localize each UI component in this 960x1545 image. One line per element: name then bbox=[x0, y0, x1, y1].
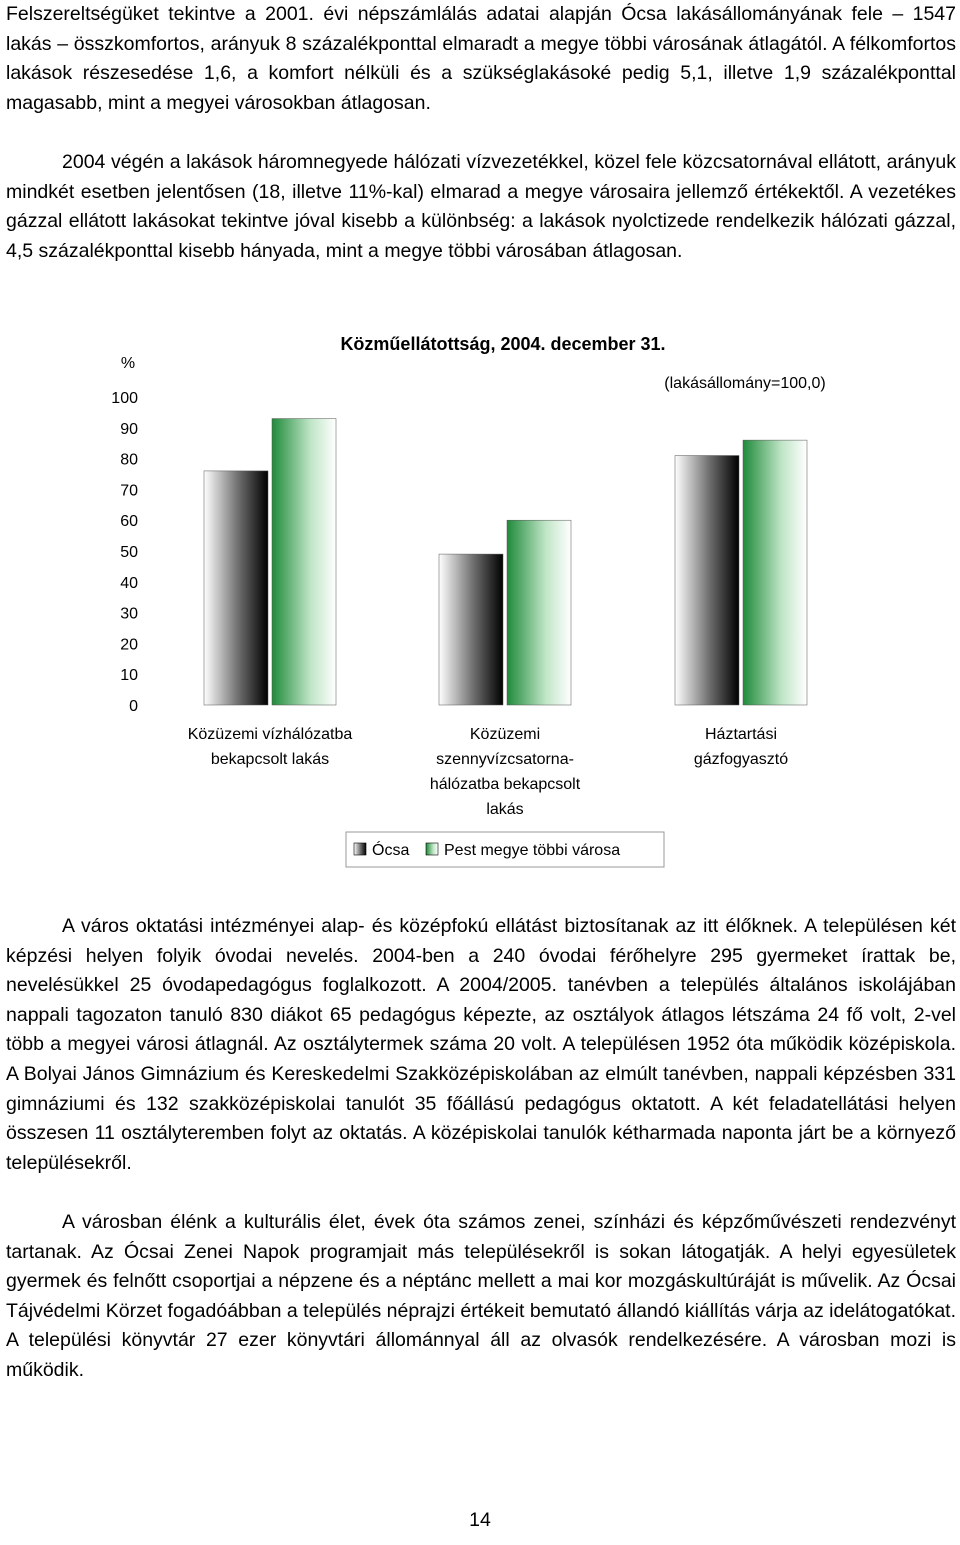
bar-ocsa-0 bbox=[204, 471, 268, 705]
utilities-bar-chart bbox=[0, 320, 960, 880]
paragraph-education bbox=[6, 912, 956, 1178]
y-axis-ticks bbox=[111, 390, 138, 715]
y-tick-label: 100 bbox=[111, 390, 138, 407]
chart-subtitle: (lakásállomány=100,0) bbox=[664, 375, 826, 392]
category-labels bbox=[188, 726, 789, 818]
category-label: Közüzemi vízhálózatba bbox=[187, 726, 353, 743]
category-label: hálózatba bekapcsolt bbox=[429, 776, 581, 793]
y-tick-label: 60 bbox=[120, 513, 138, 531]
paragraph-text: 2004 végén a lakások háromnegyede hálózati vízvezetékkel, közel fele közcsatornával ellátott, arányuk mindkét esetben jelentősen (18, illetve 11%-kal) elmarad a megye városaira jellemző értékektől. A vezetékes gázzal ellátott lakásokat tekintve jóval kisebb a különbség: a lakások nyolctizede rendelkezik hálózati gázzal, 4,5 százalékponttal kisebb hányada, mint a megye többi városában átlagosan. bbox=[6, 151, 956, 262]
paragraph-utilities bbox=[6, 148, 956, 266]
y-tick-label: 10 bbox=[120, 667, 138, 685]
legend-swatch-pest bbox=[426, 843, 438, 855]
category-label: bekapcsolt lakás bbox=[210, 751, 330, 768]
y-tick-label: 90 bbox=[120, 420, 138, 438]
legend-label-ocsa: Ócsa bbox=[372, 842, 410, 859]
legend bbox=[346, 832, 664, 867]
y-tick-label: 40 bbox=[120, 574, 138, 592]
y-axis-label: % bbox=[120, 355, 136, 372]
y-tick-label: 20 bbox=[120, 636, 138, 654]
y-tick-label: 50 bbox=[120, 544, 138, 561]
category-label: Közüzemi bbox=[469, 726, 541, 743]
paragraph-housing-comfort bbox=[6, 0, 956, 118]
category-label: gázfogyasztó bbox=[693, 751, 789, 768]
page-number: 14 bbox=[469, 1509, 491, 1531]
paragraph-text: A városban élénk a kulturális élet, évek óta számos zenei, színházi és képzőművészeti rendezvényt tartanak. Az Ócsai Zenei Napok programjait más településekről is sokan látogatják. A helyi egyesületek gyermek és felnőtt csoportjai a népzene és a néptánc mellett a mai kor mozgáskultúráját is művelik. Az Ócsai Tájvédelmi Körzet fogadóábban a település néprajzi értékeit bemutató állandó kiállítás várja az idelátogatókat. A települési könyvtár 27 ezer könyvtári állománnyal áll az olvasók rendelkezésére. A városban mozi is működik. bbox=[6, 1211, 956, 1381]
category-label: Háztartási bbox=[704, 726, 778, 743]
paragraph-culture bbox=[6, 1208, 956, 1386]
bar-ocsa-1 bbox=[439, 554, 503, 705]
y-tick-label: 30 bbox=[120, 605, 138, 623]
paragraph-text: A város oktatási intézményei alap- és középfokú ellátást biztosítanak az itt élőknek. A településen két képzési helyen folyik óvodai nevelés. 2004-ben a 240 óvodai férőhelyre 295 gyermeket írattak be, nevelésükkel 25 óvodapedagógus foglalkozott. A 2004/2005. tanévben a település általános iskolájában nappali tagozaton tanuló 830 diákot 65 pedagógus képezte, az osztályok átlagos létszáma 24 fő volt, 2-vel több a megyei városi átlagnál. Az osztálytermek száma 20 volt. A településen 1952 óta működik középiskola. A Bolyai János Gimnázium és Kereskedelmi Szakközépiskolában az elmúlt tanévben, nappali képzésben 331 gimnáziumi és 132 szakközépiskolai tanulót 35 főállású pedagógus oktatott. A két feladatellátási helyen összesen 11 osztályteremben folyt az oktatás. A középiskolai tanulók kétharmada naponta járt be a környező településekről. bbox=[6, 915, 956, 1174]
paragraph-text: Felszereltségüket tekintve a 2001. évi népszámlálás adatai alapján Ócsa lakásállományának fele – 1547 lakás – összkomfortos, arányuk 8 százalékponttal elmaradt a megye többi városának átlagától. A félkomfortos lakások részesedése 1,6, a komfort nélküli és a szükséglakásoké pedig 5,1, illetve 1,9 százalékponttal magasabb, mint a megyei városokban átlagosan. bbox=[6, 3, 956, 114]
bar-pest-2 bbox=[743, 440, 807, 705]
chart-title: Közműellátottság, 2004. december 31. bbox=[340, 334, 666, 354]
bar-pest-1 bbox=[507, 520, 571, 705]
legend-swatch-ocsa bbox=[354, 843, 366, 855]
y-tick-label: 0 bbox=[129, 698, 138, 715]
category-label: lakás bbox=[486, 801, 524, 818]
category-label: szennyvízcsatorna- bbox=[436, 751, 574, 768]
bars bbox=[204, 419, 807, 705]
bar-ocsa-2 bbox=[675, 456, 739, 705]
legend-label-pest: Pest megye többi városa bbox=[444, 842, 621, 859]
y-tick-label: 70 bbox=[120, 482, 138, 500]
bar-pest-0 bbox=[272, 419, 336, 705]
y-tick-label: 80 bbox=[120, 451, 138, 469]
